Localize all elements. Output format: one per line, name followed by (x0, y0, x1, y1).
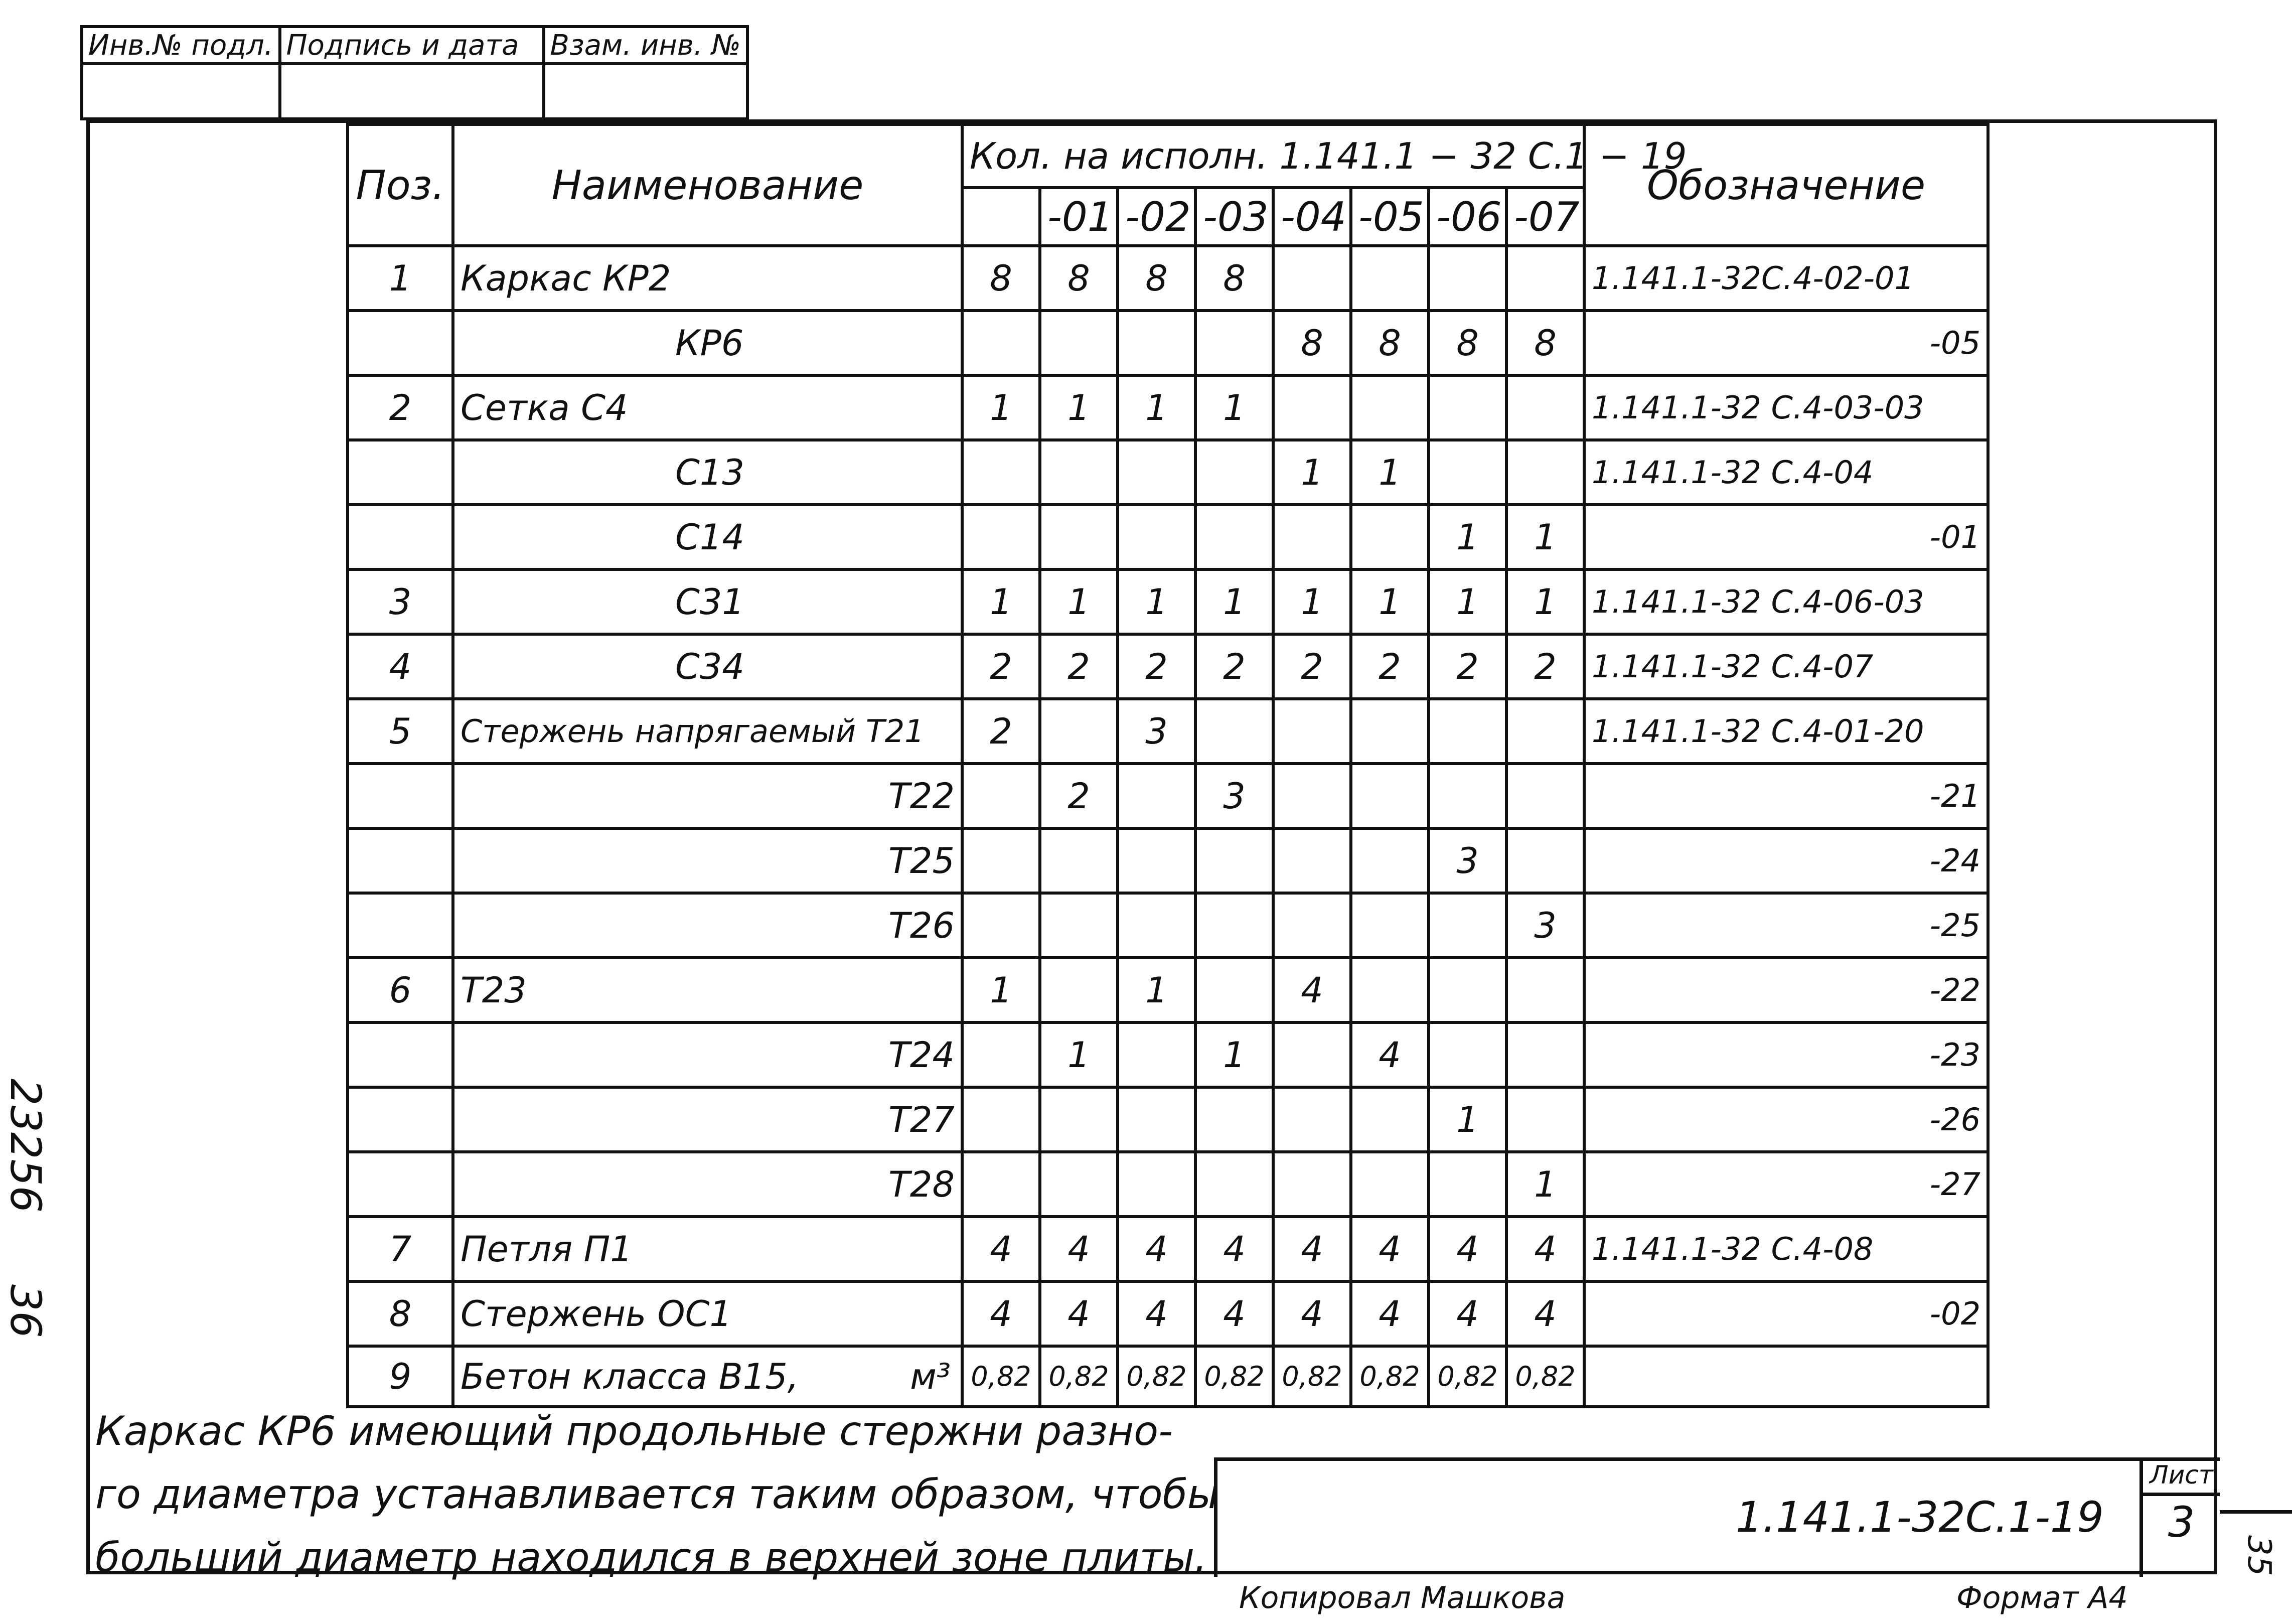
cell-qty (1118, 1022, 1195, 1087)
stamp-header-inv-number: Инв.№ подл. (82, 27, 280, 64)
cell-qty (1506, 375, 1584, 440)
cell-qty (1506, 246, 1584, 311)
note-text (95, 1400, 1224, 1589)
cell-qty (1040, 311, 1118, 375)
cell-designation: -25 (1584, 893, 1988, 958)
header-pos: Поз. (348, 124, 453, 246)
cell-qty (1273, 893, 1351, 958)
cell-name (453, 1346, 962, 1407)
header-name: Наименование (453, 124, 962, 246)
cell-qty (1506, 1022, 1584, 1087)
cell-qty (962, 1022, 1040, 1087)
cell-qty: 8 (1351, 311, 1429, 375)
cell-qty: 4 (1273, 1217, 1351, 1281)
specification-table (346, 123, 1990, 1408)
cell-qty: 3 (1429, 828, 1506, 893)
cell-qty (1273, 375, 1351, 440)
cell-qty: 1 (1429, 505, 1506, 569)
cell-designation: 1.141.1-32 С.4-06-03 (1584, 569, 1988, 634)
cell-designation: -27 (1584, 1152, 1988, 1217)
cell-qty: 1 (1195, 569, 1273, 634)
cell-name: С14 (453, 505, 962, 569)
cell-qty (1273, 246, 1351, 311)
cell-qty (1351, 375, 1429, 440)
cell-name: Т26 (453, 893, 962, 958)
cell-qty: 1 (1429, 1087, 1506, 1152)
cell-qty (962, 311, 1040, 375)
cell-qty (962, 505, 1040, 569)
cell-qty (1118, 311, 1195, 375)
cell-qty: 8 (1195, 246, 1273, 311)
sheet-label: Лист (2143, 1457, 2220, 1496)
cell-qty (1118, 440, 1195, 505)
cell-qty: 4 (1195, 1217, 1273, 1281)
cell-qty (1506, 440, 1584, 505)
page-number-divider (2220, 1510, 2292, 1514)
table-row (348, 569, 1988, 634)
cell-qty (1273, 699, 1351, 764)
sheet-number: 3 (2168, 1498, 2195, 1547)
cell-designation: 1.141.1-32 С.4-08 (1584, 1217, 1988, 1281)
header-variant: -02 (1118, 188, 1195, 246)
cell-pos (348, 1087, 453, 1152)
cell-qty: 4 (1506, 1281, 1584, 1346)
table-row (348, 764, 1988, 828)
cell-qty: 1 (1351, 440, 1429, 505)
cell-qty: 0,82 (1351, 1346, 1429, 1407)
cell-unit: м³ (910, 1356, 951, 1397)
cell-qty: 4 (1040, 1217, 1118, 1281)
cell-designation: -01 (1584, 505, 1988, 569)
cell-qty (1351, 893, 1429, 958)
cell-name: Т28 (453, 1152, 962, 1217)
cell-qty: 2 (1273, 634, 1351, 699)
cell-pos: 8 (348, 1281, 453, 1346)
cell-qty: 1 (962, 958, 1040, 1022)
header-variant: -03 (1195, 188, 1273, 246)
cell-qty (1040, 1087, 1118, 1152)
cell-name: Сетка С4 (453, 375, 962, 440)
cell-qty: 8 (1506, 311, 1584, 375)
note-line: Каркас КР6 имеющий продольные стержни разно- (95, 1408, 1173, 1454)
cell-name: С31 (453, 569, 962, 634)
cell-qty: 1 (1429, 569, 1506, 634)
table-row (348, 1022, 1988, 1087)
cell-qty: 1 (1506, 505, 1584, 569)
table-row (348, 828, 1988, 893)
cell-qty: 3 (1195, 764, 1273, 828)
cell-qty (1195, 1152, 1273, 1217)
cell-pos: 3 (348, 569, 453, 634)
cell-qty (1118, 1152, 1195, 1217)
note-line: больший диаметр находился в верхней зоне плиты. (95, 1534, 1207, 1581)
cell-name-text: Бетон класса В15, (461, 1356, 799, 1397)
cell-name: Т27 (453, 1087, 962, 1152)
cell-qty (1273, 1152, 1351, 1217)
header-variant: -01 (1040, 188, 1118, 246)
table-row (348, 1346, 1988, 1407)
cell-qty (1351, 764, 1429, 828)
cell-name: Каркас КР2 (453, 246, 962, 311)
stamp-header-replacement-inv: Взам. инв. № (544, 27, 747, 64)
cell-qty: 1 (1040, 375, 1118, 440)
cell-qty (1273, 505, 1351, 569)
page-number-left: 36 (1, 1284, 50, 1338)
cell-name: Петля П1 (453, 1217, 962, 1281)
cell-qty (962, 893, 1040, 958)
cell-qty (1429, 1022, 1506, 1087)
cell-qty (1351, 246, 1429, 311)
cell-qty: 8 (962, 246, 1040, 311)
cell-qty: 1 (1273, 440, 1351, 505)
format-label: Формат А4 (1956, 1580, 2128, 1615)
cell-qty: 4 (1195, 1281, 1273, 1346)
cell-name: КР6 (453, 311, 962, 375)
cell-designation (1584, 1346, 1988, 1407)
cell-qty: 2 (1429, 634, 1506, 699)
table-row (348, 893, 1988, 958)
cell-name: Стержень напрягаемый Т21 (453, 699, 962, 764)
cell-qty: 1 (1118, 375, 1195, 440)
cell-qty: 1 (962, 375, 1040, 440)
table-row (348, 246, 1988, 311)
cell-designation: 1.141.1-32 С.4-04 (1584, 440, 1988, 505)
cell-qty (1351, 828, 1429, 893)
table-row (348, 1152, 1988, 1217)
cell-qty (1195, 505, 1273, 569)
cell-qty: 2 (1351, 634, 1429, 699)
cell-designation: -24 (1584, 828, 1988, 893)
cell-qty: 8 (1040, 246, 1118, 311)
cell-pos (348, 764, 453, 828)
cell-qty (1195, 311, 1273, 375)
cell-qty: 1 (1118, 958, 1195, 1022)
cell-name: Т24 (453, 1022, 962, 1087)
cell-qty: 3 (1506, 893, 1584, 958)
cell-designation: -22 (1584, 958, 1988, 1022)
cell-qty (1040, 1152, 1118, 1217)
cell-designation: 1.141.1-32 С.4-07 (1584, 634, 1988, 699)
cell-qty (1273, 764, 1351, 828)
cell-designation: -05 (1584, 311, 1988, 375)
specification-body (348, 246, 1988, 1407)
cell-pos (348, 311, 453, 375)
cell-pos (348, 440, 453, 505)
cell-qty: 8 (1273, 311, 1351, 375)
cell-qty (1506, 958, 1584, 1022)
cell-qty: 1 (1195, 375, 1273, 440)
cell-pos: 9 (348, 1346, 453, 1407)
cell-pos (348, 505, 453, 569)
cell-pos: 6 (348, 958, 453, 1022)
cell-pos (348, 1022, 453, 1087)
cell-qty (1040, 699, 1118, 764)
cell-qty: 0,82 (1429, 1346, 1506, 1407)
cell-qty (962, 828, 1040, 893)
cell-qty: 4 (1273, 1281, 1351, 1346)
cell-qty (1429, 375, 1506, 440)
cell-qty (1273, 828, 1351, 893)
cell-qty (1506, 764, 1584, 828)
page-number-right: 35 (2240, 1535, 2277, 1576)
cell-qty (1118, 764, 1195, 828)
table-row (348, 958, 1988, 1022)
cell-qty (1351, 958, 1429, 1022)
header-qty-group: Кол. на исполн. 1.141.1 − 32 С.1 − 19 (962, 124, 1584, 188)
cell-qty: 4 (1118, 1281, 1195, 1346)
cell-qty: 4 (1351, 1217, 1429, 1281)
cell-qty (962, 1152, 1040, 1217)
cell-qty: 0,82 (1273, 1346, 1351, 1407)
cell-designation: 1.141.1-32 С.4-03-03 (1584, 375, 1988, 440)
header-variant: -05 (1351, 188, 1429, 246)
cell-qty (1040, 440, 1118, 505)
cell-pos: 4 (348, 634, 453, 699)
cell-qty: 2 (1040, 764, 1118, 828)
cell-qty: 1 (1506, 1152, 1584, 1217)
cell-qty (1118, 1087, 1195, 1152)
cell-qty: 8 (1429, 311, 1506, 375)
table-row (348, 1281, 1988, 1346)
cell-qty: 4 (1351, 1281, 1429, 1346)
cell-qty (962, 1087, 1040, 1152)
table-row (348, 1087, 1988, 1152)
cell-qty: 1 (1273, 569, 1351, 634)
cell-pos: 5 (348, 699, 453, 764)
stamp-cell-replacement-inv (544, 64, 747, 119)
cell-qty (1351, 1087, 1429, 1152)
cell-qty: 0,82 (962, 1346, 1040, 1407)
cell-qty (1195, 958, 1273, 1022)
cell-qty (1351, 1152, 1429, 1217)
cell-qty (1040, 958, 1118, 1022)
cell-qty: 1 (1118, 569, 1195, 634)
cell-qty (1040, 893, 1118, 958)
cell-qty: 2 (962, 634, 1040, 699)
table-row (348, 634, 1988, 699)
cell-pos (348, 828, 453, 893)
cell-qty: 2 (1195, 634, 1273, 699)
cell-qty: 2 (1506, 634, 1584, 699)
cell-qty (1429, 699, 1506, 764)
cell-qty: 2 (1040, 634, 1118, 699)
stamp-cell-inv-number (82, 64, 280, 119)
header-designation: Обозначение (1584, 124, 1988, 246)
table-row (348, 699, 1988, 764)
cell-designation: -26 (1584, 1087, 1988, 1152)
cell-qty: 4 (1040, 1281, 1118, 1346)
cell-name: Т23 (453, 958, 962, 1022)
cell-designation: 1.141.1-32С.4-02-01 (1584, 246, 1988, 311)
cell-name: Т25 (453, 828, 962, 893)
cell-qty: 4 (1118, 1217, 1195, 1281)
cell-pos: 7 (348, 1217, 453, 1281)
cell-qty (1195, 893, 1273, 958)
cell-qty: 1 (1506, 569, 1584, 634)
note-line: го диаметра устанавливается таким образом, чтобы (95, 1471, 1219, 1518)
table-row (348, 375, 1988, 440)
cell-qty: 2 (962, 699, 1040, 764)
cell-name: Стержень ОС1 (453, 1281, 962, 1346)
cell-qty (1118, 828, 1195, 893)
cell-designation: 1.141.1-32 С.4-01-20 (1584, 699, 1988, 764)
cell-qty: 1 (962, 569, 1040, 634)
cell-pos (348, 893, 453, 958)
cell-qty: 4 (1506, 1217, 1584, 1281)
cell-qty (1506, 1087, 1584, 1152)
cell-qty (1040, 505, 1118, 569)
cell-qty (1429, 440, 1506, 505)
table-row (348, 311, 1988, 375)
cell-qty (1118, 893, 1195, 958)
cell-qty: 0,82 (1195, 1346, 1273, 1407)
header-variant: -07 (1506, 188, 1584, 246)
cell-qty: 1 (1040, 1022, 1118, 1087)
cell-qty (1351, 505, 1429, 569)
cell-qty: 4 (1351, 1022, 1429, 1087)
cell-qty (1429, 246, 1506, 311)
cell-qty (962, 440, 1040, 505)
cell-designation: -23 (1584, 1022, 1988, 1087)
archive-stamp (80, 25, 749, 120)
cell-pos: 2 (348, 375, 453, 440)
cell-qty: 0,82 (1118, 1346, 1195, 1407)
cell-qty: 1 (1351, 569, 1429, 634)
cell-qty (1429, 1152, 1506, 1217)
cell-qty (1195, 828, 1273, 893)
cell-pos (348, 1152, 453, 1217)
archive-number: 23256 (1, 1079, 50, 1213)
table-row (348, 505, 1988, 569)
cell-qty: 8 (1118, 246, 1195, 311)
cell-name: С13 (453, 440, 962, 505)
table-row (348, 1217, 1988, 1281)
cell-qty (1506, 828, 1584, 893)
cell-pos: 1 (348, 246, 453, 311)
cell-qty (1195, 440, 1273, 505)
header-variant: -06 (1429, 188, 1506, 246)
stamp-header-signature-date: Подпись и дата (280, 27, 544, 64)
cell-qty: 4 (1429, 1217, 1506, 1281)
cell-qty: 4 (962, 1281, 1040, 1346)
cell-qty (1429, 958, 1506, 1022)
cell-designation: -21 (1584, 764, 1988, 828)
header-variant: -04 (1273, 188, 1351, 246)
header-variant (962, 188, 1040, 246)
cell-qty: 4 (1429, 1281, 1506, 1346)
cell-qty (1040, 828, 1118, 893)
cell-qty (1429, 893, 1506, 958)
cell-qty (962, 764, 1040, 828)
cell-name: С34 (453, 634, 962, 699)
sheet-number-box (2140, 1457, 2220, 1577)
cell-qty: 1 (1195, 1022, 1273, 1087)
cell-qty: 4 (962, 1217, 1040, 1281)
cell-qty (1506, 699, 1584, 764)
cell-qty (1429, 764, 1506, 828)
cell-designation: -02 (1584, 1281, 1988, 1346)
cell-name: Т22 (453, 764, 962, 828)
stamp-cell-signature-date (280, 64, 544, 119)
title-doc-code: 1.141.1-32С.1-19 (1736, 1493, 2104, 1542)
cell-qty (1273, 1022, 1351, 1087)
cell-qty: 3 (1118, 699, 1195, 764)
cell-qty: 4 (1273, 958, 1351, 1022)
table-row (348, 440, 1988, 505)
cell-qty (1195, 1087, 1273, 1152)
cell-qty (1195, 699, 1273, 764)
cell-qty (1351, 699, 1429, 764)
cell-qty: 2 (1118, 634, 1195, 699)
cell-qty: 1 (1040, 569, 1118, 634)
copied-by: Копировал Машкова (1239, 1580, 1566, 1615)
cell-qty: 0,82 (1506, 1346, 1584, 1407)
cell-qty (1273, 1087, 1351, 1152)
cell-qty: 0,82 (1040, 1346, 1118, 1407)
cell-qty (1118, 505, 1195, 569)
